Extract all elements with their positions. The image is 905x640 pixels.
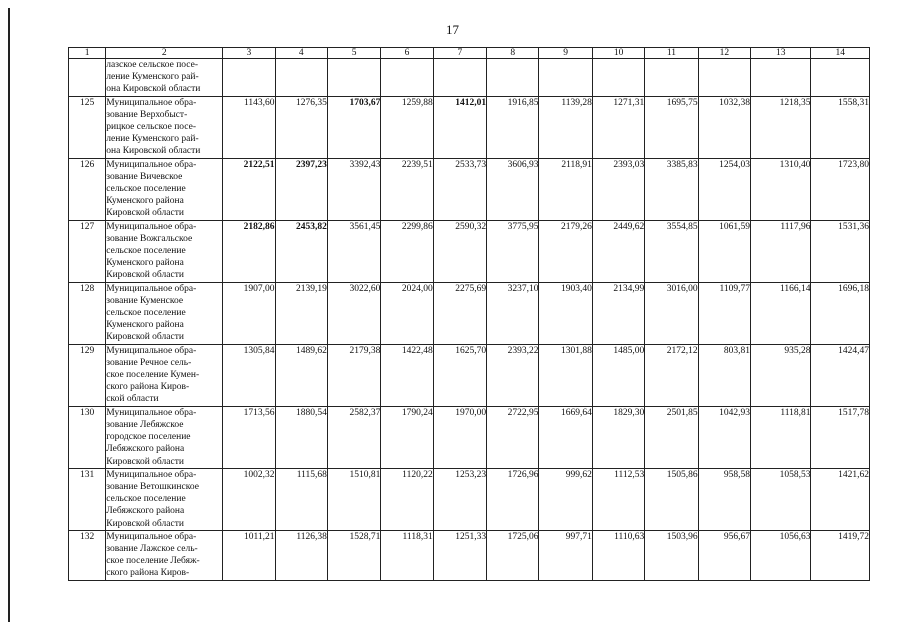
value-cell: 1061,59: [698, 220, 750, 282]
municipality-name-line: ского района Киров-: [106, 382, 190, 393]
row-number: 132: [69, 530, 106, 580]
row-number: 128: [69, 282, 106, 344]
municipality-name-line: Куменского района: [106, 196, 184, 207]
value-cell: 1117,96: [751, 220, 811, 282]
value-cell: 1110,63: [592, 530, 644, 580]
value-cell: 1276,35: [275, 96, 327, 158]
value-cell: 2024,00: [381, 282, 433, 344]
value-cell: 2393,03: [592, 158, 644, 220]
value-cell: [751, 59, 811, 97]
value-cell: [645, 59, 698, 97]
value-cell: 2139,19: [275, 282, 327, 344]
municipality-name: [106, 344, 223, 406]
value-cell: 1305,84: [223, 344, 275, 406]
value-cell: 1424,47: [811, 344, 870, 406]
value-cell: 1880,54: [275, 406, 327, 468]
municipality-name-line: Муниципальное обра-: [106, 469, 197, 480]
value-cell: 1002,32: [223, 468, 275, 530]
municipality-name-line: Кировской области: [106, 456, 184, 467]
value-cell: [223, 59, 275, 97]
value-cell: [433, 59, 486, 97]
value-cell: 2397,23: [275, 158, 327, 220]
column-header: 10: [592, 48, 644, 59]
value-cell: 1907,00: [223, 282, 275, 344]
column-header: 9: [539, 48, 592, 59]
value-cell: 1510,81: [327, 468, 380, 530]
value-cell: 1625,70: [433, 344, 486, 406]
value-cell: 2393,22: [487, 344, 539, 406]
value-cell: 997,71: [539, 530, 592, 580]
municipality-name-line: сельское поселение: [106, 246, 186, 257]
value-cell: 1109,77: [698, 282, 750, 344]
value-cell: 2118,91: [539, 158, 592, 220]
municipality-name: [106, 468, 223, 530]
table-row: [69, 96, 870, 158]
municipality-name-line: Куменского района: [106, 258, 184, 269]
column-header: 5: [327, 48, 380, 59]
municipality-name-line: городское поселение: [106, 432, 191, 443]
value-cell: 1218,35: [751, 96, 811, 158]
municipality-name-line: ление Куменского рай-: [106, 134, 199, 145]
column-header: 7: [433, 48, 486, 59]
municipality-name-line: Кировской области: [106, 208, 184, 219]
value-cell: 1112,53: [592, 468, 644, 530]
value-cell: [811, 59, 870, 97]
municipality-name-line: Кировской области: [106, 270, 184, 281]
value-cell: 1301,88: [539, 344, 592, 406]
municipality-name-line: Куменского района: [106, 320, 184, 331]
table-row: [69, 220, 870, 282]
municipality-name-line: сельское поселение: [106, 184, 186, 195]
value-cell: 1725,06: [487, 530, 539, 580]
column-header: 4: [275, 48, 327, 59]
value-cell: [487, 59, 539, 97]
value-cell: 3606,93: [487, 158, 539, 220]
municipality-name-line: ление Куменского рай-: [106, 72, 199, 83]
municipality-name-line: Кировской области: [106, 332, 184, 343]
value-cell: 1505,86: [645, 468, 698, 530]
value-cell: 1115,68: [275, 468, 327, 530]
value-cell: 1696,18: [811, 282, 870, 344]
value-cell: 3554,85: [645, 220, 698, 282]
value-cell: 2172,12: [645, 344, 698, 406]
value-cell: 2299,86: [381, 220, 433, 282]
value-cell: 1528,71: [327, 530, 380, 580]
value-cell: 1695,75: [645, 96, 698, 158]
value-cell: 1419,72: [811, 530, 870, 580]
value-cell: 1032,38: [698, 96, 750, 158]
value-cell: 2182,86: [223, 220, 275, 282]
value-cell: 1422,48: [381, 344, 433, 406]
municipality-name-line: Кировской области: [106, 518, 184, 529]
municipality-name-line: Лебяжского района: [106, 444, 185, 455]
value-cell: 1143,60: [223, 96, 275, 158]
value-cell: 2722,95: [487, 406, 539, 468]
value-cell: 1254,03: [698, 158, 750, 220]
column-header: 3: [223, 48, 275, 59]
municipality-name: [106, 96, 223, 158]
value-cell: 1126,38: [275, 530, 327, 580]
municipality-name-line: лазское сельское посе-: [106, 60, 198, 70]
municipality-name: [106, 282, 223, 344]
municipality-name-line: ской области: [106, 394, 159, 405]
column-header: 12: [698, 48, 750, 59]
column-header: 14: [811, 48, 870, 59]
value-cell: 935,28: [751, 344, 811, 406]
row-number: 126: [69, 158, 106, 220]
value-cell: [698, 59, 750, 97]
data-table: [68, 47, 870, 581]
municipality-name-line: рицкое сельское посе-: [106, 122, 196, 133]
value-cell: 3016,00: [645, 282, 698, 344]
value-cell: [381, 59, 433, 97]
municipality-name-line: зование Ветошкинское: [106, 481, 199, 492]
value-cell: 2275,69: [433, 282, 486, 344]
value-cell: 2582,37: [327, 406, 380, 468]
value-cell: 1531,36: [811, 220, 870, 282]
value-cell: 1703,67: [327, 96, 380, 158]
value-cell: 3022,60: [327, 282, 380, 344]
table-row: [69, 282, 870, 344]
value-cell: 1120,22: [381, 468, 433, 530]
municipality-name-line: ского района Киров-: [106, 568, 190, 579]
column-header: 1: [69, 48, 106, 59]
value-cell: 3775,95: [487, 220, 539, 282]
value-cell: 1485,00: [592, 344, 644, 406]
municipality-name: [106, 530, 223, 580]
row-number: 125: [69, 96, 106, 158]
page-number: 17: [446, 22, 459, 37]
municipality-name-line: зование Куменское: [106, 295, 184, 306]
value-cell: 2533,73: [433, 158, 486, 220]
header-row: [69, 48, 870, 59]
value-cell: 1489,62: [275, 344, 327, 406]
municipality-name-line: она Кировской области: [106, 84, 201, 95]
municipality-name: [106, 220, 223, 282]
municipality-name-line: ское поселение Лебяж-: [106, 556, 200, 567]
value-cell: [592, 59, 644, 97]
municipality-name-line: Муниципальное обра-: [106, 221, 197, 232]
table-row: [69, 406, 870, 468]
municipality-name-line: зование Вичевское: [106, 171, 183, 182]
value-cell: 2453,82: [275, 220, 327, 282]
column-header: 13: [751, 48, 811, 59]
municipality-name-line: зование Лебяжское: [106, 419, 184, 430]
value-cell: 1669,64: [539, 406, 592, 468]
municipality-name-line: зование Верхобыст-: [106, 109, 188, 120]
value-cell: 2590,32: [433, 220, 486, 282]
value-cell: 1558,31: [811, 96, 870, 158]
municipality-name: [106, 406, 223, 468]
municipality-name-line: Муниципальное обра-: [106, 283, 197, 294]
row-number: 130: [69, 406, 106, 468]
value-cell: 1970,00: [433, 406, 486, 468]
municipality-name-line: Муниципальное обра-: [106, 97, 197, 108]
value-cell: 999,62: [539, 468, 592, 530]
row-number: 127: [69, 220, 106, 282]
value-cell: 2134,99: [592, 282, 644, 344]
value-cell: 1723,80: [811, 158, 870, 220]
value-cell: 1259,88: [381, 96, 433, 158]
municipality-name-line: Муниципальное обра-: [106, 531, 197, 542]
municipality-name-line: Муниципальное обра-: [106, 345, 197, 356]
municipality-name-line: зование Вожгальское: [106, 233, 193, 244]
municipality-name-line: Муниципальное обра-: [106, 159, 197, 170]
value-cell: 1253,23: [433, 468, 486, 530]
value-cell: 1790,24: [381, 406, 433, 468]
column-header: 2: [106, 48, 223, 59]
value-cell: 2122,51: [223, 158, 275, 220]
table-row: [69, 468, 870, 530]
municipality-name-line: Муниципальное обра-: [106, 407, 197, 418]
municipality-name-line: зование Речное сель-: [106, 357, 192, 368]
value-cell: [327, 59, 380, 97]
value-cell: 1166,14: [751, 282, 811, 344]
municipality-name-line: ское поселение Кумен-: [106, 370, 200, 381]
value-cell: 1271,31: [592, 96, 644, 158]
row-number: 129: [69, 344, 106, 406]
value-cell: 1058,53: [751, 468, 811, 530]
value-cell: 1011,21: [223, 530, 275, 580]
table-row: [69, 158, 870, 220]
value-cell: 1903,40: [539, 282, 592, 344]
value-cell: 2179,38: [327, 344, 380, 406]
value-cell: 1713,56: [223, 406, 275, 468]
row-number: [69, 59, 106, 97]
value-cell: [275, 59, 327, 97]
value-cell: 1726,96: [487, 468, 539, 530]
value-cell: 3385,83: [645, 158, 698, 220]
value-cell: 1118,81: [751, 406, 811, 468]
value-cell: 2239,51: [381, 158, 433, 220]
municipality-name-line: сельское поселение: [106, 494, 186, 505]
column-header: 6: [381, 48, 433, 59]
value-cell: 1139,28: [539, 96, 592, 158]
municipality-name-line: она Кировской области: [106, 146, 201, 157]
value-cell: 1118,31: [381, 530, 433, 580]
municipality-name-line: сельское поселение: [106, 308, 186, 319]
value-cell: 1421,62: [811, 468, 870, 530]
value-cell: 1310,40: [751, 158, 811, 220]
value-cell: 956,67: [698, 530, 750, 580]
value-cell: 2449,62: [592, 220, 644, 282]
municipality-name: [106, 59, 223, 97]
value-cell: 958,58: [698, 468, 750, 530]
table-row: [69, 530, 870, 580]
municipality-name: [106, 158, 223, 220]
value-cell: 1412,01: [433, 96, 486, 158]
value-cell: 3392,43: [327, 158, 380, 220]
column-header: 8: [487, 48, 539, 59]
value-cell: 2179,26: [539, 220, 592, 282]
value-cell: 2501,85: [645, 406, 698, 468]
value-cell: 1042,93: [698, 406, 750, 468]
value-cell: 1503,96: [645, 530, 698, 580]
municipality-name-line: Лебяжского района: [106, 506, 185, 517]
value-cell: 1056,63: [751, 530, 811, 580]
value-cell: [539, 59, 592, 97]
municipality-name-line: зование Лажское сель-: [106, 543, 198, 554]
table-row: [69, 344, 870, 406]
row-number: 131: [69, 468, 106, 530]
value-cell: 3237,10: [487, 282, 539, 344]
value-cell: 803,81: [698, 344, 750, 406]
value-cell: 1916,85: [487, 96, 539, 158]
value-cell: 1251,33: [433, 530, 486, 580]
value-cell: 1517,78: [811, 406, 870, 468]
left-margin-rule: [8, 8, 10, 622]
column-header: 11: [645, 48, 698, 59]
value-cell: 1829,30: [592, 406, 644, 468]
table-row: [69, 59, 870, 97]
value-cell: 3561,45: [327, 220, 380, 282]
